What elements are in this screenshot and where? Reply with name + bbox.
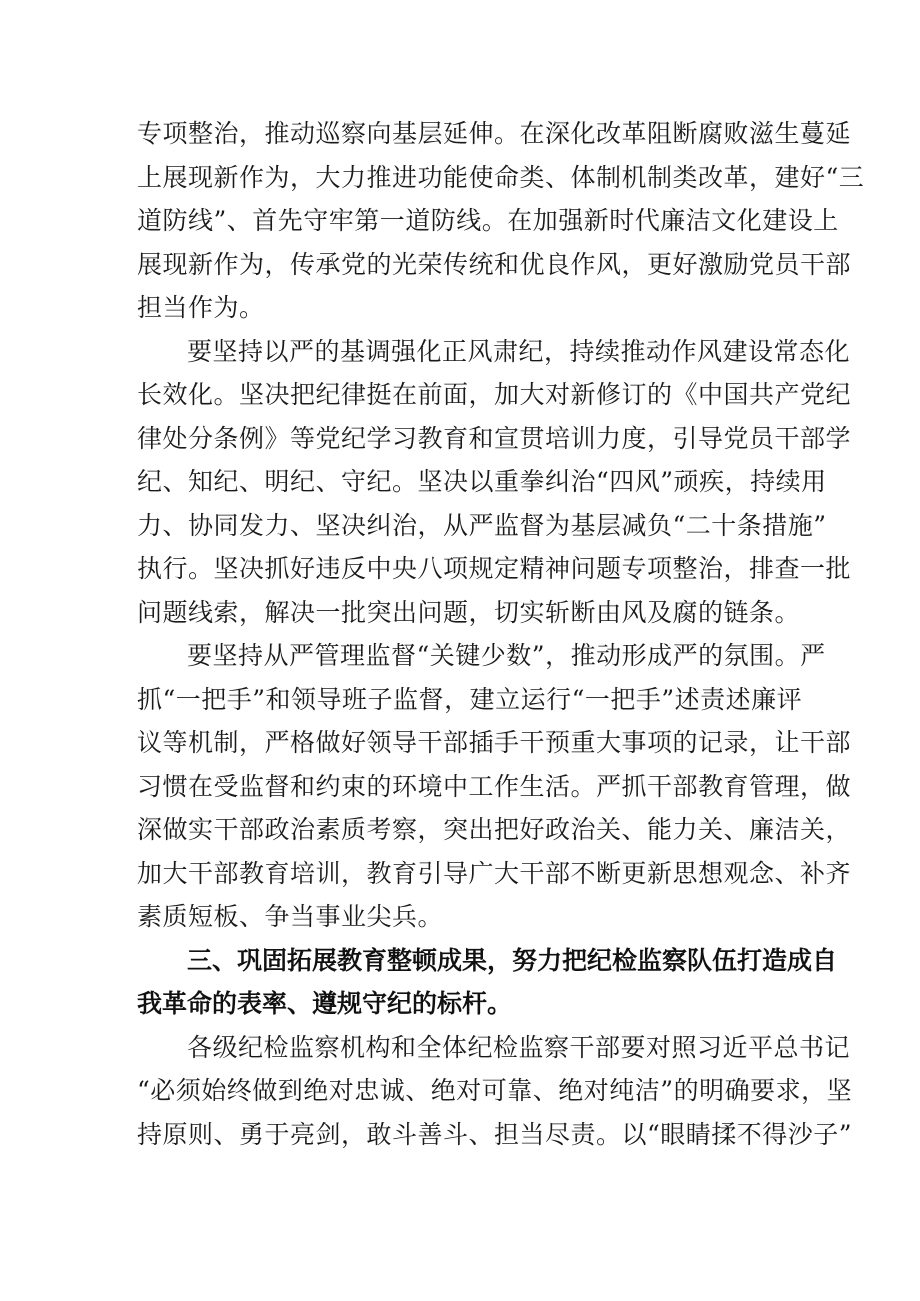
paragraph-4	[137, 1026, 853, 1157]
paragraph-2	[137, 330, 852, 635]
paragraph-1	[137, 112, 865, 330]
text-line: 深做实干部政治素质考察，突出把好政治关、能力关、廉洁关，	[137, 815, 852, 844]
text-line: 抓“一把手”和领导班子监督，建立运行“一把手”述责述廉评	[137, 684, 803, 714]
text-line: 问题线索，解决一批突出问题，切实斩断由风及腐的链条。	[137, 597, 801, 627]
text-line: 持原则、勇于亮剑，敢斗善斗、担当尽责。以“眼睛揉不得沙子”	[137, 1119, 853, 1149]
heading-line: 三、巩固拓展教育整顿成果，努力把纪检监察队伍打造成自	[187, 945, 838, 975]
heading-line: 我革命的表率、遵规守纪的标杆。	[137, 989, 513, 1018]
text-line: 担当作为。	[137, 293, 265, 322]
text-line: 加大干部教育培训，教育引导广大干部不断更新思想观念、补齐	[137, 858, 852, 888]
paragraph-3	[137, 634, 852, 939]
text-line: 议等机制，严格做好领导干部插手干预重大事项的记录，让干部	[137, 728, 852, 757]
text-line: 素质短板、争当事业尖兵。	[137, 902, 444, 931]
text-line: 习惯在受监督和约束的环境中工作生活。严抓干部教育管理，做	[137, 771, 852, 801]
text-line: 要坚持以严的基调强化正风肃纪，持续推动作风建设常态化	[187, 336, 851, 366]
text-line: 各级纪检监察机构和全体纪检监察干部要对照习近平总书记	[187, 1032, 851, 1062]
document-body	[137, 112, 865, 1156]
text-line: 展现新作为，传承党的光荣传统和优良作风，更好激励党员干部	[137, 249, 852, 279]
text-line: 要坚持从严管理监督“关键少数”，推动形成严的氛围。严	[187, 641, 826, 670]
text-line: 专项整治，推动巡察向基层延伸。在深化改革阻断腐败滋生蔓延	[137, 119, 852, 148]
text-line: 道防线”、首先守牢第一道防线。在加强新时代廉洁文化建设上	[137, 206, 839, 235]
section-heading	[137, 939, 838, 1026]
text-line: 力、协同发力、坚决纠治，从严监督为基层减负“二十条措施”	[137, 510, 827, 540]
text-line: 长效化。坚决把纪律挺在前面，加大对新修订的《中国共产党纪	[137, 380, 852, 409]
text-line: 上展现新作为，大力推进功能使命类、体制机制类改革，建好“三	[137, 162, 865, 192]
text-line: 纪、知纪、明纪、守纪。坚决以重拳纠治“四风”顽疾，持续用	[137, 467, 827, 496]
text-line: 执行。坚决抓好违反中央八项规定精神问题专项整治，排查一批	[137, 554, 852, 583]
text-line: “必须始终做到绝对忠诚、绝对可靠、绝对纯洁”的明确要求，坚	[137, 1076, 853, 1105]
text-line: 律处分条例》等党纪学习教育和宣贯培训力度，引导党员干部学	[137, 423, 852, 453]
